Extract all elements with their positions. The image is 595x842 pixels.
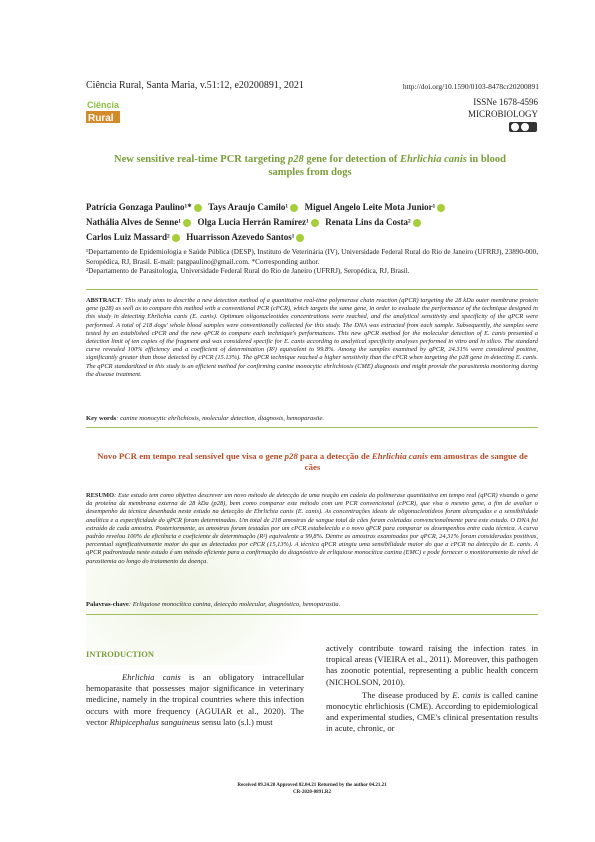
journal-logo	[86, 98, 124, 124]
orcid-icon[interactable]	[296, 234, 304, 242]
abstract	[86, 297, 538, 379]
article-title: New sensitive real-time PCR targeting p28 gene for detection of Ehrlichia canis in blood samples from dogs	[114, 154, 506, 178]
resumo	[86, 492, 538, 566]
author-list	[86, 200, 538, 245]
affiliation-2: ²Departamento de Parasitologia, Universidade Federal Rural do Rio de Janeiro (UFRRJ), Seropédica, RJ, Brasil.	[86, 267, 410, 275]
submission-dates: Received 09.24.20 Approved 02.04.21 Returned by the author 04.21.21 CR-2020-0891.R2	[237, 783, 387, 795]
abstract-text: : This study aims to describe a new detection method of a quantitative real-time polymerase chain reaction (qPCR) targeting the 28 kDa outer membrane protein gene (p28) as well as to compare this method with a conventional PCR (cPCR), which targets the same gene, in order to evaluate the performance of the technique designed in this study in detecting Ehrlichia canis (E. canis). Optimum oligonucleotides concentrations were reached, and the analytical sensitivity and specificity of the qPCR were performed. A total of 218 dogs' whole blood samples were conventionally collected for this study. The DNA was extracted from each sample. Subsequently, the samples were tested by an established cPCR and the new qPCR to compare each technique's performances. This new qPCR method for the molecular detection of E. canis presented a detection limit of ten copies of the fragment and was considered specific for E. canis according to analytical specificity analyses performed in vitro and in silico. The standard curve revealed 100% efficiency and a coefficient of determination (R²) equivalent to 99.8%. Among the samples examined by qPCR, 24.31% were considered positive, significantly greater than those detected by cPCR (15.13%). The qPCR technique reached a higher sensitivity than the cPCR when targeting the p28 gene in detecting E. canis. The qPCR standardized in this study is an efficient method for confirming canine monocytic ehrlichiosis (CME) diagnosis and might provide the parasitemia monitoring during the disease treatment.	[86, 297, 538, 378]
journal-citation: Ciência Rural, Santa Maria, v.51:12, e20200891, 2021	[86, 80, 304, 91]
orcid-icon[interactable]	[413, 219, 421, 227]
orcid-icon[interactable]	[194, 204, 202, 212]
affiliation-1: ¹Departamento de Epidemiologia e Saúde Pública (DESP), Instituto de Veterinária (IV), Universidade Federal Rural do Rio de Janeiro (UFRRJ), 23890-000, Seropédica, RJ, Brasil. E-mail: patgpaulino@gmail.com. *Corresponding author.	[86, 248, 538, 266]
section-heading: INTRODUCTION	[86, 649, 155, 659]
orcid-icon[interactable]	[437, 204, 445, 212]
divider	[86, 614, 538, 615]
abstract-label: ABSTRACT	[86, 297, 121, 304]
orcid-icon[interactable]	[183, 219, 191, 227]
author-name: Tays Araujo Camilo¹	[208, 202, 289, 212]
svg-text:Rural: Rural	[88, 113, 114, 124]
author-name: Olga Lucia Herrán Ramírez¹	[197, 217, 309, 227]
body-column-left: Ehrlichia canis is an obligatory intracellular hemoparasite that possesses major significance in veterinary medicine, namely in the tropical countries where this infection occurs with more frequency (AGUIAR et al., 2020). The vector Rhipicephalus sanguineus sensu lato (s.l.) must	[86, 672, 304, 727]
author-name: Huarrisson Azevedo Santos¹	[186, 232, 295, 242]
resumo-label: RESUMO	[86, 492, 115, 499]
body-column-right: actively contribute toward raising the infection rates in tropical areas (VIEIRA et al., 2011). Moreover, this pathogen has zoonotic potential, representing a public health concern (NICHOLSON, 2010). The disease produced by E. canis is called canine monocytic ehrlichiosis (CME). According to epidemiological and experimental studies, CME's clinical presentation results in acute, chronic, or	[326, 643, 538, 734]
orcid-icon[interactable]	[290, 204, 298, 212]
orcid-icon[interactable]	[172, 234, 180, 242]
portuguese-title: Novo PCR em tempo real sensível que visa o gene p28 para a detecção de Ehrlichia canis em amostras de sangue de cães	[97, 451, 528, 472]
author-name: Carlos Luiz Massard²	[86, 232, 170, 242]
author-name: Nathália Alves de Senne¹	[86, 217, 181, 227]
keywords: Key words: canine monocytic ehrlichiosis, molecular detection, diagnosis, hemoparasite.	[86, 415, 325, 422]
doi-link[interactable]: http://doi.org/10.1590/0103-8478cr20200891	[402, 82, 539, 91]
cc-license-icon[interactable]	[509, 122, 537, 132]
divider	[86, 427, 538, 428]
divider	[86, 289, 538, 290]
palavras-chave: Palavras-chave: Erliquiose monocítica canina, detecção molecular, diagnóstico, hemoparasita.	[86, 601, 341, 608]
resumo-text: : Este estudo tem como objetivo descrever um novo método de detecção de uma reação em cadeia da polimerase quantitativa em tempo real (qPCR) visando o gene da proteína da membrana externa de 28 kDa (p28), bem como comparar este método com um PCR convencional (cPCR), que visa o mesmo gene, a fim de avaliar o desempenho da técnica desenhada neste estudo na detecção de Ehrlichia canis (E. canis). As concentrações ideais de oligonucleotídeos foram alcançadas e a sensibilidade analítica e a especificidade do qPCR foram determinadas. Um total de 218 amostras de sangue total de cães foram coletadas convencionalmente para este estudo. O DNA foi extraído de cada amostra. Posteriormente, as amostras foram testadas por um cPCR estabelecido e o novo qPCR para comparar os desempenhos entre cada técnica. A curva padrão revelou 100% de eficiência e coeficiente de determinação (R²) equivalente a 99,8%. Dentre as amostras examinadas por qPCR, 24,31% foram consideradas positivas, percentual significativamente maior do que as detectadas por cPCR (15,13%). A técnica qPCR atingiu uma sensibilidade maior do que a cPCR na detecção de E. canis. A qPCR padronizada neste estudo é um método eficiente para a confirmação do diagnóstico de erliquiose monocítica canina (EMC) e pode fornecer o monitoramento de nível de parasitemia ao longo do tratamento da doença.	[86, 492, 538, 565]
orcid-icon[interactable]	[311, 219, 319, 227]
section-label: MICROBIOLOGY	[467, 109, 538, 119]
issn: ISSNe 1678-4596	[473, 97, 538, 107]
author-name: Miguel Angelo Leite Mota Junior¹	[304, 202, 436, 212]
author-name: Renata Lins da Costa²	[325, 217, 411, 227]
svg-text:Ciência: Ciência	[87, 100, 120, 110]
author-name: Patrícia Gonzaga Paulino¹*	[86, 202, 192, 212]
affiliations	[86, 248, 538, 277]
